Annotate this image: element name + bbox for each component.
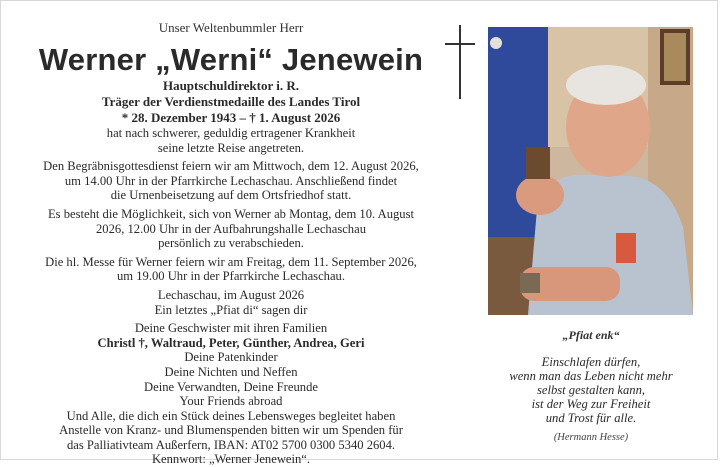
body-line: Kennwort: „Werner Jenewein“. <box>151 452 311 467</box>
body-line: 2026, 12.00 Uhr in der Aufbahrungshalle Lechaschau <box>96 221 366 236</box>
deceased-name: Werner „Werni“ Jenewein <box>38 42 424 77</box>
body-line: Deine Verwandten, Deine Freunde <box>144 379 318 394</box>
poem-line: Einschlafen dürfen, <box>541 355 641 369</box>
intro-line: Unser Weltenbummler Herr <box>158 20 304 35</box>
body-line: persönlich zu verabschieden. <box>158 236 304 251</box>
body-line: um 14.00 Uhr in der Pfarrkirche Lechaschau. Anschließend findet <box>64 173 398 188</box>
poem-line: ist der Weg zur Freiheit <box>531 397 651 411</box>
body-line: Und Alle, die dich ein Stück deines Lebensweges begleitet haben <box>66 408 396 423</box>
body-line: Es besteht die Möglichkeit, sich von Werner ab Montag, dem 10. August <box>47 206 414 221</box>
title-line-2: Träger der Verdienstmedaille des Landes Tirol <box>101 94 361 109</box>
poem-line: selbst gestalten kann, <box>536 383 646 397</box>
body-line: das Palliativteam Außerfern, IBAN: AT02 5700 0300 5340 2604. <box>66 437 396 452</box>
body-line: um 19.00 Uhr in der Pfarrkirche Lechaschau. <box>116 269 345 284</box>
body-line: Deine Nichten und Neffen <box>164 364 298 379</box>
body-line: Die hl. Messe für Werner feiern wir am Freitag, dem 11. September 2026, <box>45 254 417 269</box>
obituary-text <box>5 19 457 467</box>
body-line: Deine Patenkinder <box>184 350 278 365</box>
title-line-1: Hauptschuldirektor i. R. <box>162 78 300 93</box>
mourner-names: Christl †, Waltraud, Peter, Günther, Andrea, Geri <box>97 335 365 350</box>
body-line: Your Friends abroad <box>179 394 283 409</box>
body-line: Den Begräbnisgottesdienst feiern wir am Mittwoch, dem 12. August 2026, <box>43 159 419 174</box>
quote-block <box>481 327 701 445</box>
body-line: Anstelle von Kranz- und Blumenspenden bitten wir um Spenden für <box>59 423 403 438</box>
body-paragraphs <box>5 126 457 467</box>
body-line: Lechaschau, im August 2026 <box>157 287 305 302</box>
body-line: die Urnenbeisetzung auf dem Ortsfriedhof statt. <box>110 188 352 203</box>
pfiat-heading: „Pfiat enk“ <box>562 328 620 342</box>
body-line: hat nach schwerer, geduldig ertragener Krankheit <box>106 126 356 140</box>
poem-author: (Hermann Hesse) <box>553 432 629 443</box>
poem <box>481 355 701 425</box>
cross-icon <box>443 25 477 99</box>
body-line: seine letzte Reise angetreten. <box>157 140 305 155</box>
life-dates: * 28. Dezember 1943 – † 1. August 2026 <box>121 110 341 125</box>
body-line: Deine Geschwister mit ihren Familien <box>134 321 328 336</box>
body-line: Ein letztes „Pfiat di“ sagen dir <box>154 302 308 317</box>
poem-line: und Trost für alle. <box>545 411 637 425</box>
poem-line: wenn man das Leben nicht mehr <box>509 369 673 383</box>
portrait-photo <box>488 27 693 315</box>
